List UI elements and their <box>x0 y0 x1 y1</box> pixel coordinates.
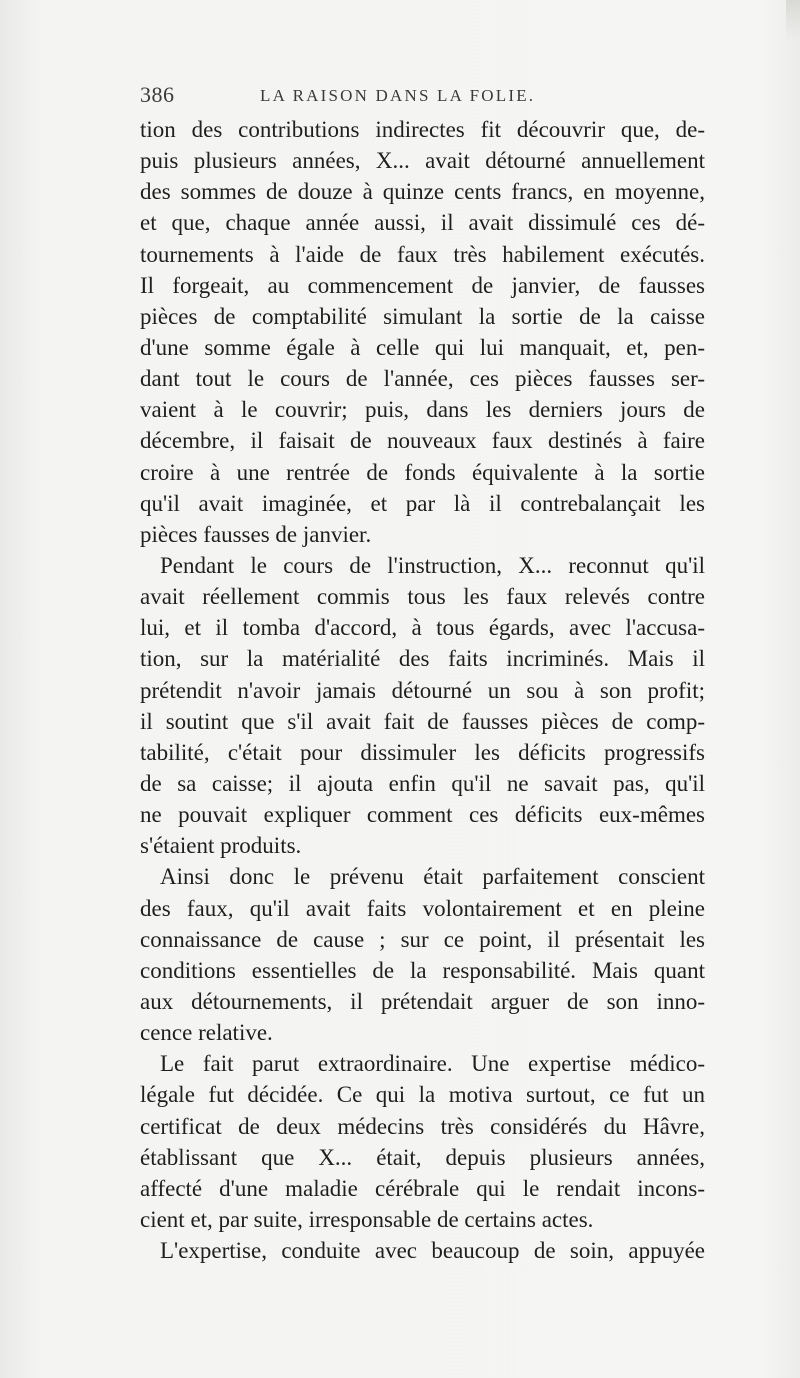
page-number: 386 <box>140 82 175 107</box>
text-line: d'une somme égale à celle qui lui manquait, et, pen- <box>140 334 705 360</box>
text-line: aux détournements, il prétendait arguer de son inno- <box>140 988 705 1014</box>
text-line: tion, sur la matérialité des faits incriminés. Mais il <box>140 646 705 672</box>
text-line: de sa caisse; il ajouta enfin qu'il ne savait pas, qu'il <box>140 770 705 796</box>
text-line: vaient à le couvrir; puis, dans les derniers jours de <box>140 397 705 423</box>
text-line-paragraph-end: cient et, par suite, irresponsable de certains actes. <box>140 1206 594 1232</box>
text-line: et que, chaque année aussi, il avait dissimulé ces dé- <box>140 210 705 236</box>
text-line-paragraph-start: Le fait parut extraordinaire. Une expertise médico- <box>160 1051 705 1077</box>
text-line: prétendit n'avoir jamais détourné un sou à son profit; <box>140 677 705 703</box>
page-edge-shadow <box>786 0 800 40</box>
text-line: tournements à l'aide de faux très habilement exécutés. <box>140 241 705 267</box>
text-line: décembre, il faisait de nouveaux faux destinés à faire <box>140 428 705 454</box>
text-line: avait réellement commis tous les faux relevés contre <box>140 584 705 610</box>
text-line: des faux, qu'il avait faits volontairement et en pleine <box>140 895 705 921</box>
text-line: lui, et il tomba d'accord, à tous égards, avec l'accusa- <box>140 615 705 641</box>
body-text <box>140 114 705 1266</box>
text-line: puis plusieurs années, X... avait détourné annuellement <box>140 148 705 174</box>
text-line: certificat de deux médecins très considérés du Hâvre, <box>140 1113 705 1139</box>
page-header <box>140 82 700 112</box>
text-line: il soutint que s'il avait fait de fausses pièces de comp- <box>140 708 705 734</box>
text-line: dant tout le cours de l'année, ces pièces fausses ser- <box>140 366 705 392</box>
running-title: LA RAISON DANS LA FOLIE. <box>260 86 536 105</box>
text-line: affecté d'une maladie cérébrale qui le rendait incons- <box>140 1175 705 1201</box>
text-line: pièces de comptabilité simulant la sortie de la caisse <box>140 303 705 329</box>
text-line-paragraph-end: pièces fausses de janvier. <box>140 521 372 547</box>
text-line: tabilité, c'était pour dissimuler les déficits progressifs <box>140 739 705 765</box>
text-line: qu'il avait imaginée, et par là il contrebalançait les <box>140 490 705 516</box>
text-line: ne pouvait expliquer comment ces déficits eux-mêmes <box>140 802 705 828</box>
text-line: des sommes de douze à quinze cents francs, en moyenne, <box>140 179 705 205</box>
text-line-paragraph-end: s'étaient produits. <box>140 833 302 859</box>
text-line-paragraph-start: Pendant le cours de l'instruction, X... reconnut qu'il <box>160 552 705 578</box>
text-line: tion des contributions indirectes fit découvrir que, de- <box>140 117 705 142</box>
text-line: établissant que X... était, depuis plusieurs années, <box>140 1144 705 1170</box>
text-line: légale fut décidée. Ce qui la motiva surtout, ce fut un <box>140 1082 705 1108</box>
text-line: croire à une rentrée de fonds équivalente à la sortie <box>140 459 705 485</box>
text-line-paragraph-start: Ainsi donc le prévenu était parfaitement conscient <box>160 864 705 890</box>
text-line: Il forgeait, au commencement de janvier, de fausses <box>140 272 705 298</box>
text-line: connaissance de cause ; sur ce point, il présentait les <box>140 926 705 952</box>
text-line-paragraph-start: L'expertise, conduite avec beaucoup de soin, appuyée <box>160 1238 705 1264</box>
text-line-paragraph-end: cence relative. <box>140 1020 273 1046</box>
text-line: conditions essentielles de la responsabilité. Mais quant <box>140 957 705 983</box>
